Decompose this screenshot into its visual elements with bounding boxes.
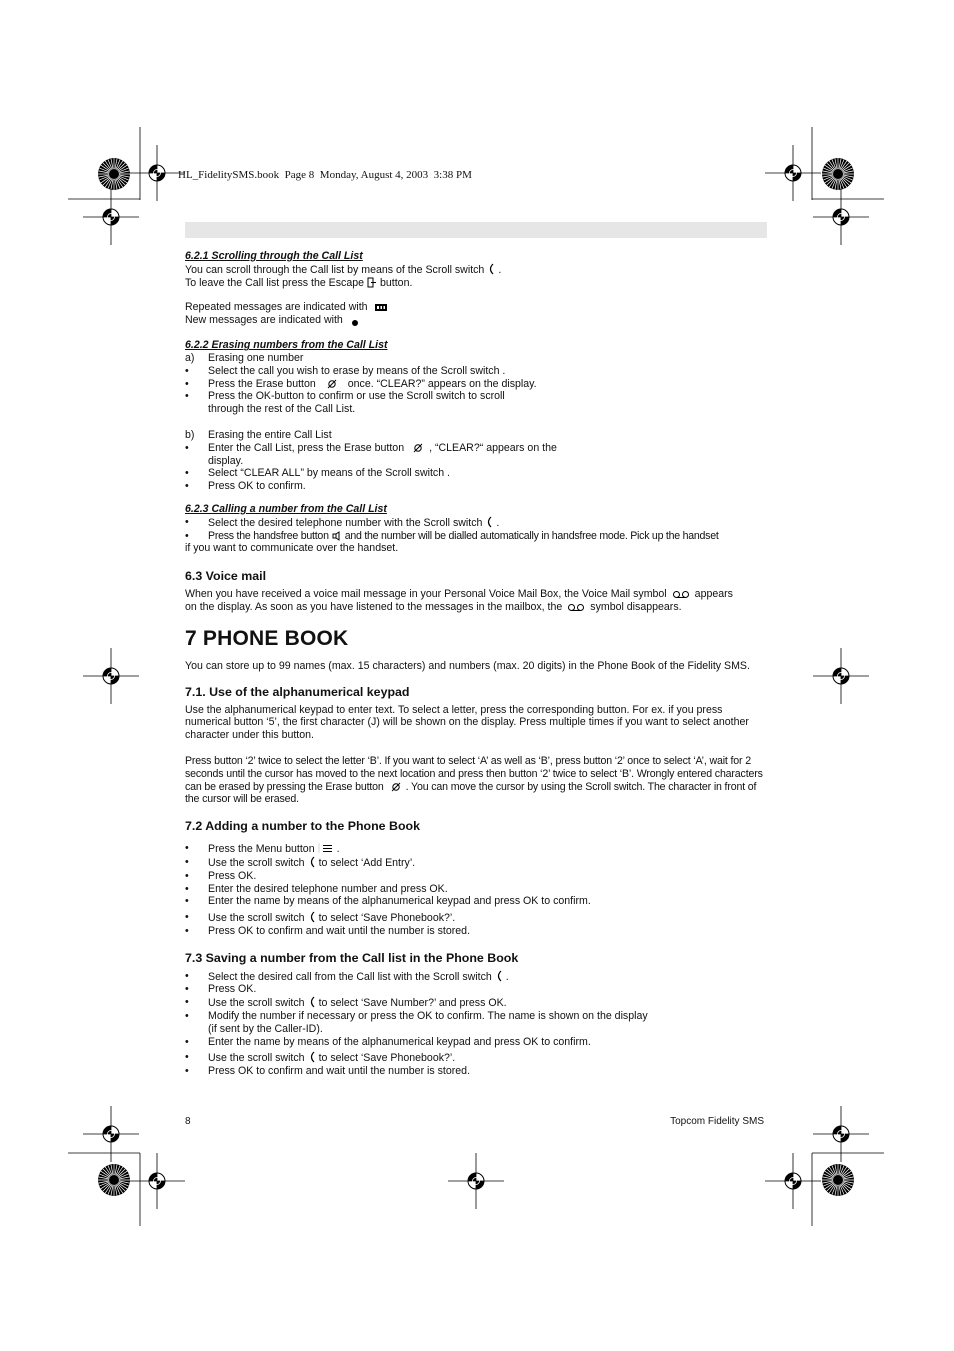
- voicemail-icon: [672, 590, 690, 599]
- s621-line2: To leave the Call list press the Escape button.: [185, 276, 413, 289]
- list-item: • Use the scroll switch to select ‘Add Entry’.: [185, 855, 416, 869]
- handsfree-icon: [332, 531, 342, 541]
- section-7-3-title: 7.3 Saving a number from the Call list in the Phone Book: [185, 950, 519, 965]
- header-bar: [185, 222, 767, 238]
- list-item: • Enter the name by means of the alphanumerical keypad and press OK to confirm.: [185, 1035, 591, 1048]
- scroll-switch-icon: [485, 516, 493, 528]
- scroll-switch-icon: [308, 911, 316, 923]
- s63-line1: When you have received a voice mail message in your Personal Voice Mail Box, the Voice Mail symbol appears: [185, 588, 733, 601]
- list-item: • Press the Menu button .: [185, 842, 340, 856]
- list-item: • Select “CLEAR ALL” by means of the Scroll switch .: [185, 467, 450, 480]
- s621-line4: New messages are indicated with: [185, 314, 767, 327]
- escape-icon: [367, 277, 377, 288]
- list-item: • Press the OK-button to confirm or use the Scroll switch to scroll through the rest of the Call List.: [185, 390, 505, 416]
- scroll-switch-icon: [308, 996, 316, 1008]
- book-header: HL_FidelitySMS.book Page 8 Monday, August 4, 2003 3:38 PM: [178, 169, 472, 181]
- new-message-dot-icon: [349, 317, 361, 327]
- s622-a: a) Erasing one number: [185, 351, 304, 364]
- list-item: • Select the desired telephone number with the Scroll switch .: [185, 515, 500, 529]
- section-6-3-title: 6.3 Voice mail: [185, 569, 267, 584]
- section-6-2-1-title: 6.2.1 Scrolling through the Call List: [185, 250, 363, 262]
- erase-icon: [324, 379, 340, 389]
- s622-b: b) Erasing the entire Call List: [185, 428, 332, 441]
- footer-brand: Topcom Fidelity SMS: [670, 1116, 764, 1127]
- list-item: • Press OK to confirm and wait until the number is stored.: [185, 924, 471, 937]
- list-item: • Press the Erase button once. “CLEAR?” appears on the display.: [185, 377, 537, 390]
- voicemail-icon: [567, 603, 585, 612]
- scroll-switch-icon: [308, 856, 316, 868]
- section-6-2-3-title: 6.2.3 Calling a number from the Call List: [185, 502, 387, 515]
- list-item: • Use the scroll switch to select ‘Save Phonebook?’.: [185, 1051, 456, 1065]
- section-7-2-title: 7.2 Adding a number to the Phone Book: [185, 819, 420, 834]
- menu-icon: [318, 842, 334, 854]
- scroll-switch-icon: [495, 970, 503, 982]
- list-item: • Select the call you wish to erase by means of the Scroll switch .: [185, 364, 506, 377]
- s71-para2: Press button ‘2’ twice to select the letter ‘B’. If you want to select ‘A’ as well as ‘B’, press button ‘2’ once to select ‘A’, wait for 2 seconds until the cursor has moved to the next location and press then button ‘2’ twice to select ‘B’. Wrongly entered characters can be erased by pressing the Erase button . You can move the cursor by using the Scroll switch. The character in front of the cursor will be erased.: [185, 754, 763, 806]
- list-item: • Enter the Call List, press the Erase button , “CLEAR?“ appears on the display.: [185, 441, 557, 467]
- erase-icon: [388, 782, 404, 792]
- list-item: • Press OK.: [185, 869, 257, 882]
- list-item: • Select the desired call from the Call list with the Scroll switch .: [185, 969, 509, 983]
- page-content: [185, 250, 767, 1078]
- repeated-message-icon: [374, 302, 388, 312]
- list-item: • Enter the name by means of the alphanumerical keypad and press OK to confirm.: [185, 895, 591, 908]
- list-item: • Modify the number if necessary or press the OK to confirm. The name is shown on the display (if sent by the Caller-ID).: [185, 1010, 648, 1035]
- chapter-7-intro: You can store up to 99 names (max. 15 characters) and numbers (max. 20 digits) in the Phone Book of the Fidelity SMS.: [185, 659, 750, 672]
- s621-line3: Repeated messages are indicated with: [185, 301, 767, 314]
- list-item: • Enter the desired telephone number and press OK.: [185, 882, 448, 895]
- list-item: • Use the scroll switch to select ‘Save Phonebook?’.: [185, 911, 456, 925]
- s71-para1: Use the alphanumerical keypad to enter text. To select a letter, press the corresponding button. For ex. if you press numerical button ‘5’, the first character (J) will be shown on the display. Press multiple times if you want to select another character under this button.: [185, 703, 749, 742]
- scroll-switch-icon: [308, 1051, 316, 1063]
- chapter-7-title: 7 PHONE BOOK: [185, 626, 349, 650]
- list-item: • Press the handsfree button and the number will be dialled automatically in handsfree mode. Pick up the handset: [185, 529, 719, 542]
- scroll-switch-icon: [487, 263, 495, 275]
- s63-line2: on the display. As soon as you have listened to the messages in the mailbox, the symbol disappears.: [185, 600, 682, 613]
- page-number: 8: [185, 1116, 191, 1127]
- section-6-2-2-title: 6.2.2 Erasing numbers from the Call List: [185, 339, 388, 352]
- s621-line1: You can scroll through the Call list by means of the Scroll switch .: [185, 263, 502, 276]
- s623-cont: if you want to communicate over the handset.: [185, 542, 399, 555]
- section-7-1-title: 7.1. Use of the alphanumerical keypad: [185, 684, 410, 699]
- list-item: • Press OK.: [185, 983, 257, 996]
- list-item: • Press OK to confirm.: [185, 480, 306, 493]
- list-item: • Use the scroll switch to select ‘Save Number?’ and press OK.: [185, 996, 507, 1010]
- erase-icon: [410, 443, 426, 453]
- list-item: • Press OK to confirm and wait until the number is stored.: [185, 1065, 471, 1078]
